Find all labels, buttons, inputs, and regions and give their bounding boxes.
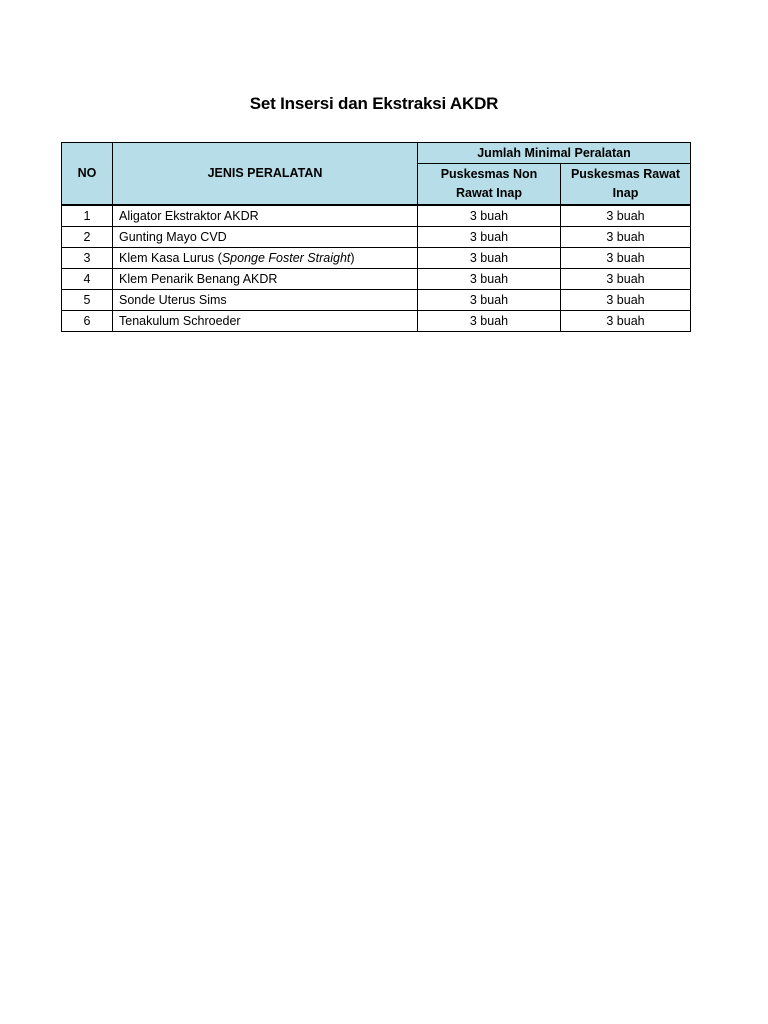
table-body bbox=[62, 205, 691, 332]
table-row bbox=[62, 205, 691, 227]
table-row bbox=[62, 290, 691, 311]
cell-equipment-name: Sonde Uterus Sims bbox=[113, 290, 418, 311]
header-no: NO bbox=[62, 143, 113, 206]
header-non-inpatient: Puskesmas Non Rawat Inap bbox=[418, 164, 561, 206]
cell-inpatient-qty: 3 buah bbox=[561, 311, 691, 332]
cell-no: 1 bbox=[62, 205, 113, 227]
header-row-top bbox=[62, 143, 691, 164]
header-minimum-quantity: Jumlah Minimal Peralatan bbox=[418, 143, 691, 164]
cell-no: 2 bbox=[62, 227, 113, 248]
cell-equipment-name: Gunting Mayo CVD bbox=[113, 227, 418, 248]
cell-no: 5 bbox=[62, 290, 113, 311]
cell-inpatient-qty: 3 buah bbox=[561, 205, 691, 227]
cell-inpatient-qty: 3 buah bbox=[561, 248, 691, 269]
cell-inpatient-qty: 3 buah bbox=[561, 227, 691, 248]
equipment-name-prefix: Klem Kasa Lurus ( bbox=[119, 250, 222, 265]
table-header bbox=[62, 143, 691, 206]
cell-equipment-name: Klem Penarik Benang AKDR bbox=[113, 269, 418, 290]
cell-no: 6 bbox=[62, 311, 113, 332]
table-row bbox=[62, 269, 691, 290]
cell-non-inpatient-qty: 3 buah bbox=[418, 290, 561, 311]
cell-non-inpatient-qty: 3 buah bbox=[418, 248, 561, 269]
cell-equipment-name bbox=[113, 248, 418, 269]
cell-non-inpatient-qty: 3 buah bbox=[418, 227, 561, 248]
cell-equipment-name: Aligator Ekstraktor AKDR bbox=[113, 205, 418, 227]
header-inpatient: Puskesmas Rawat Inap bbox=[561, 164, 691, 206]
cell-non-inpatient-qty: 3 buah bbox=[418, 205, 561, 227]
equipment-name-italic: Sponge Foster Straight bbox=[221, 250, 351, 265]
cell-no: 4 bbox=[62, 269, 113, 290]
cell-equipment-name: Tenakulum Schroeder bbox=[113, 311, 418, 332]
table-row bbox=[62, 311, 691, 332]
table-row bbox=[62, 248, 691, 269]
cell-inpatient-qty: 3 buah bbox=[561, 290, 691, 311]
header-equipment-type: JENIS PERALATAN bbox=[113, 143, 418, 206]
cell-no: 3 bbox=[62, 248, 113, 269]
equipment-name-suffix: ) bbox=[350, 250, 355, 265]
cell-non-inpatient-qty: 3 buah bbox=[418, 311, 561, 332]
cell-non-inpatient-qty: 3 buah bbox=[418, 269, 561, 290]
equipment-table bbox=[61, 142, 691, 332]
table-row bbox=[62, 227, 691, 248]
page-title: Set Insersi dan Ekstraksi AKDR bbox=[249, 94, 499, 113]
cell-inpatient-qty: 3 buah bbox=[561, 269, 691, 290]
